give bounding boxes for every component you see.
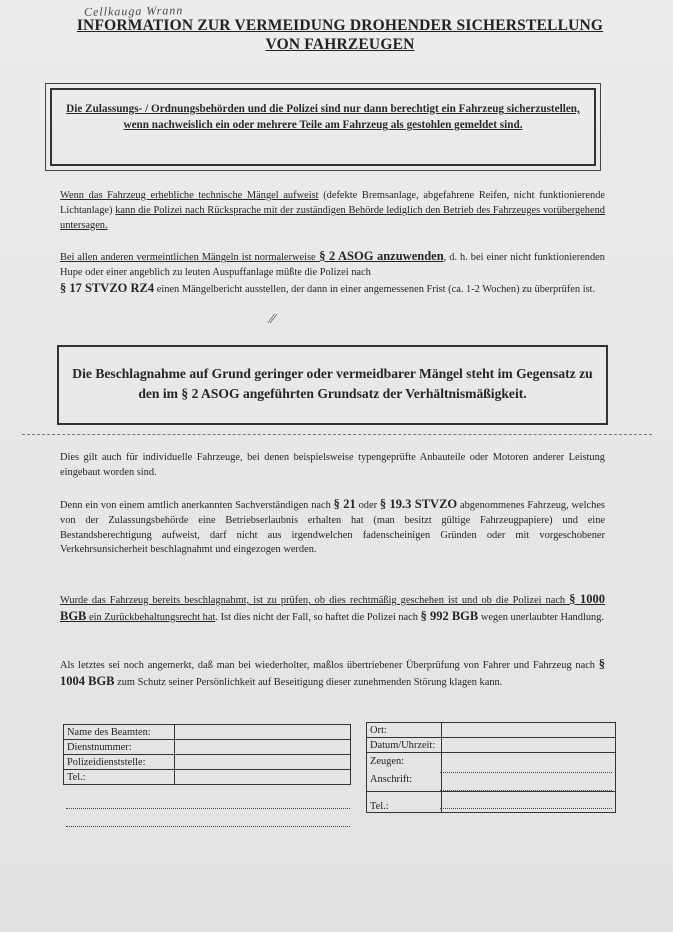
officer-phone-label: Tel.:	[64, 770, 175, 785]
location-label: Ort:	[367, 723, 442, 738]
officer-form	[63, 724, 351, 785]
notice-box-middle	[57, 345, 608, 425]
para4-text-3: abgenommenes Fahrzeug, welches von der Zulassungsbehörde eine Betriebserlaubnis erhalten hat (man besitzt gültige Fahrzeugpapiere) und eine Bestandsberechtigung aufweist, darf nicht aus irgendwelchen fadenscheinigen Gründen oder mit vorgeschobener Verkehrsunsicherheit beschlagnahmt und eingezogen werden.	[60, 500, 605, 556]
witness-dotted-line-1	[440, 772, 612, 773]
para4-text-2: oder	[355, 500, 380, 511]
para2-underlined-1: Bei allen anderen vermeintlichen Mängeln ist normalerweise	[60, 252, 316, 263]
document-title-line1: INFORMATION ZUR VERMEIDUNG DROHENDER SICHERSTELLUNG	[76, 17, 604, 34]
para1-underlined-1: Wenn das Fahrzeug erhebliche technische Mängel aufweist	[60, 190, 319, 201]
para5-text-2: wegen unerlaubter Handlung.	[478, 611, 605, 623]
police-station-label: Polizeidienststelle:	[64, 755, 175, 770]
witness-dotted-line-2	[440, 790, 612, 791]
ink-mark: ⁄⁄	[270, 312, 275, 327]
service-number-field[interactable]	[175, 740, 351, 755]
address-label: Anschrift:	[370, 774, 413, 785]
paragraph-repeated-checks	[60, 657, 605, 691]
location-field[interactable]	[442, 723, 616, 738]
dashed-divider	[22, 434, 652, 435]
para2-underlined-asog: § 2 ASOG anzuwenden	[315, 249, 444, 263]
paragraph-other-defects	[60, 249, 605, 297]
para2-text-2: einen Mängelbericht ausstellen, der dann in einer angemessenen Frist (ca. 1-2 Wochen) zu überprüfen ist.	[154, 283, 596, 295]
officer-name-label: Name des Beamten:	[64, 725, 175, 740]
witness-dotted-line-3	[440, 808, 612, 809]
witness-phone-field[interactable]	[442, 792, 616, 813]
para5-text-1: . Ist dies nicht der Fall, so haftet die Polizei nach	[215, 611, 421, 623]
para2-stvzo-ref: § 17 STVZO RZ4	[60, 280, 155, 295]
para6-text-1: Als letztes sei noch angemerkt, daß man bei wiederholter, maßlos übertriebener Überprüfung von Fahrer und Fahrzeug nach	[60, 660, 599, 671]
para4-ref-21: § 21	[333, 497, 356, 511]
officer-phone-field[interactable]	[175, 770, 351, 785]
para1-underlined-2: kann die Polizei nach Rücksprache mit der zuständigen Behörde lediglich den Betrieb des Fahrzeuges vorübergehend untersagen.	[60, 204, 605, 231]
para6-ref-1004: § 1004 BGB	[60, 657, 605, 688]
dotted-line-1	[66, 808, 350, 809]
witness-label: Zeugen:	[370, 756, 405, 767]
paragraph-approved-vehicle	[60, 497, 605, 558]
paragraph-individual-vehicles	[60, 451, 605, 481]
notice-box-top-text: Die Zulassungs- / Ordnungsbehörden und die Polizei sind nur dann berechtigt ein Fahrzeug sicherzustellen, wenn nachweislich ein oder mehrere Teile am Fahrzeug als gestohlen gemeldet sind.	[66, 103, 580, 131]
paragraph-already-seized	[60, 592, 605, 626]
location-witness-form	[366, 722, 616, 813]
para6-text-2: zum Schutz seiner Persönlichkeit auf Beseitigung dieser zunehmenden Störung klagen kann.	[114, 676, 503, 688]
notice-box-middle-text: Die Beschlagnahme auf Grund geringer oder vermeidbarer Mängel steht im Gegensatz zu den im § 2 ASOG angeführten Grundsatz der Verhältnismäßigkeit.	[72, 366, 593, 401]
para5-ref-1000: § 1000 BGB	[60, 592, 606, 623]
para1-text-1: (defekte Bremsanlage, abgefahrene Reifen, nicht funktionierende Lichtanlage)	[60, 190, 605, 216]
police-station-field[interactable]	[175, 755, 351, 770]
witness-cell	[367, 753, 442, 792]
notice-box-top	[45, 83, 601, 171]
para4-text-1: Denn ein von einem amtlich anerkannten Sachverständigen nach	[60, 500, 334, 511]
officer-name-field[interactable]	[175, 725, 351, 740]
para4-ref-193: § 19.3 STVZO	[379, 497, 458, 511]
dotted-line-2	[66, 826, 350, 827]
para3-text: Dies gilt auch für individuelle Fahrzeuge, bei denen beispielsweise typengeprüfte Anbauteile oder Motoren anderer Leistung eingebaut worden sind.	[60, 452, 605, 478]
para2-text-1: , d. h. bei einer nicht funktionierenden Hupe oder einer angeblich zu leuten Auspuffanlage müßte die Polizei nach	[60, 252, 605, 278]
handwritten-note: Cellkauga Wrann	[83, 3, 184, 19]
para5-underlined-1: Wurde das Fahrzeug bereits beschlagnahmt, ist zu prüfen, ob dies rechtmäßig geschehen ist und ob die Polizei nach	[60, 595, 570, 606]
para5-underlined-2: ein Zurückbehaltungsrecht hat	[86, 611, 216, 623]
para5-ref-992: § 992 BGB	[420, 608, 479, 623]
datetime-field[interactable]	[442, 738, 616, 753]
paragraph-technical-defects	[60, 189, 605, 233]
witness-phone-label: Tel.:	[367, 792, 442, 813]
datetime-label: Datum/Uhrzeit:	[367, 738, 442, 753]
document-title-line2: VON FAHRZEUGEN	[265, 36, 415, 53]
service-number-label: Dienstnummer:	[64, 740, 175, 755]
